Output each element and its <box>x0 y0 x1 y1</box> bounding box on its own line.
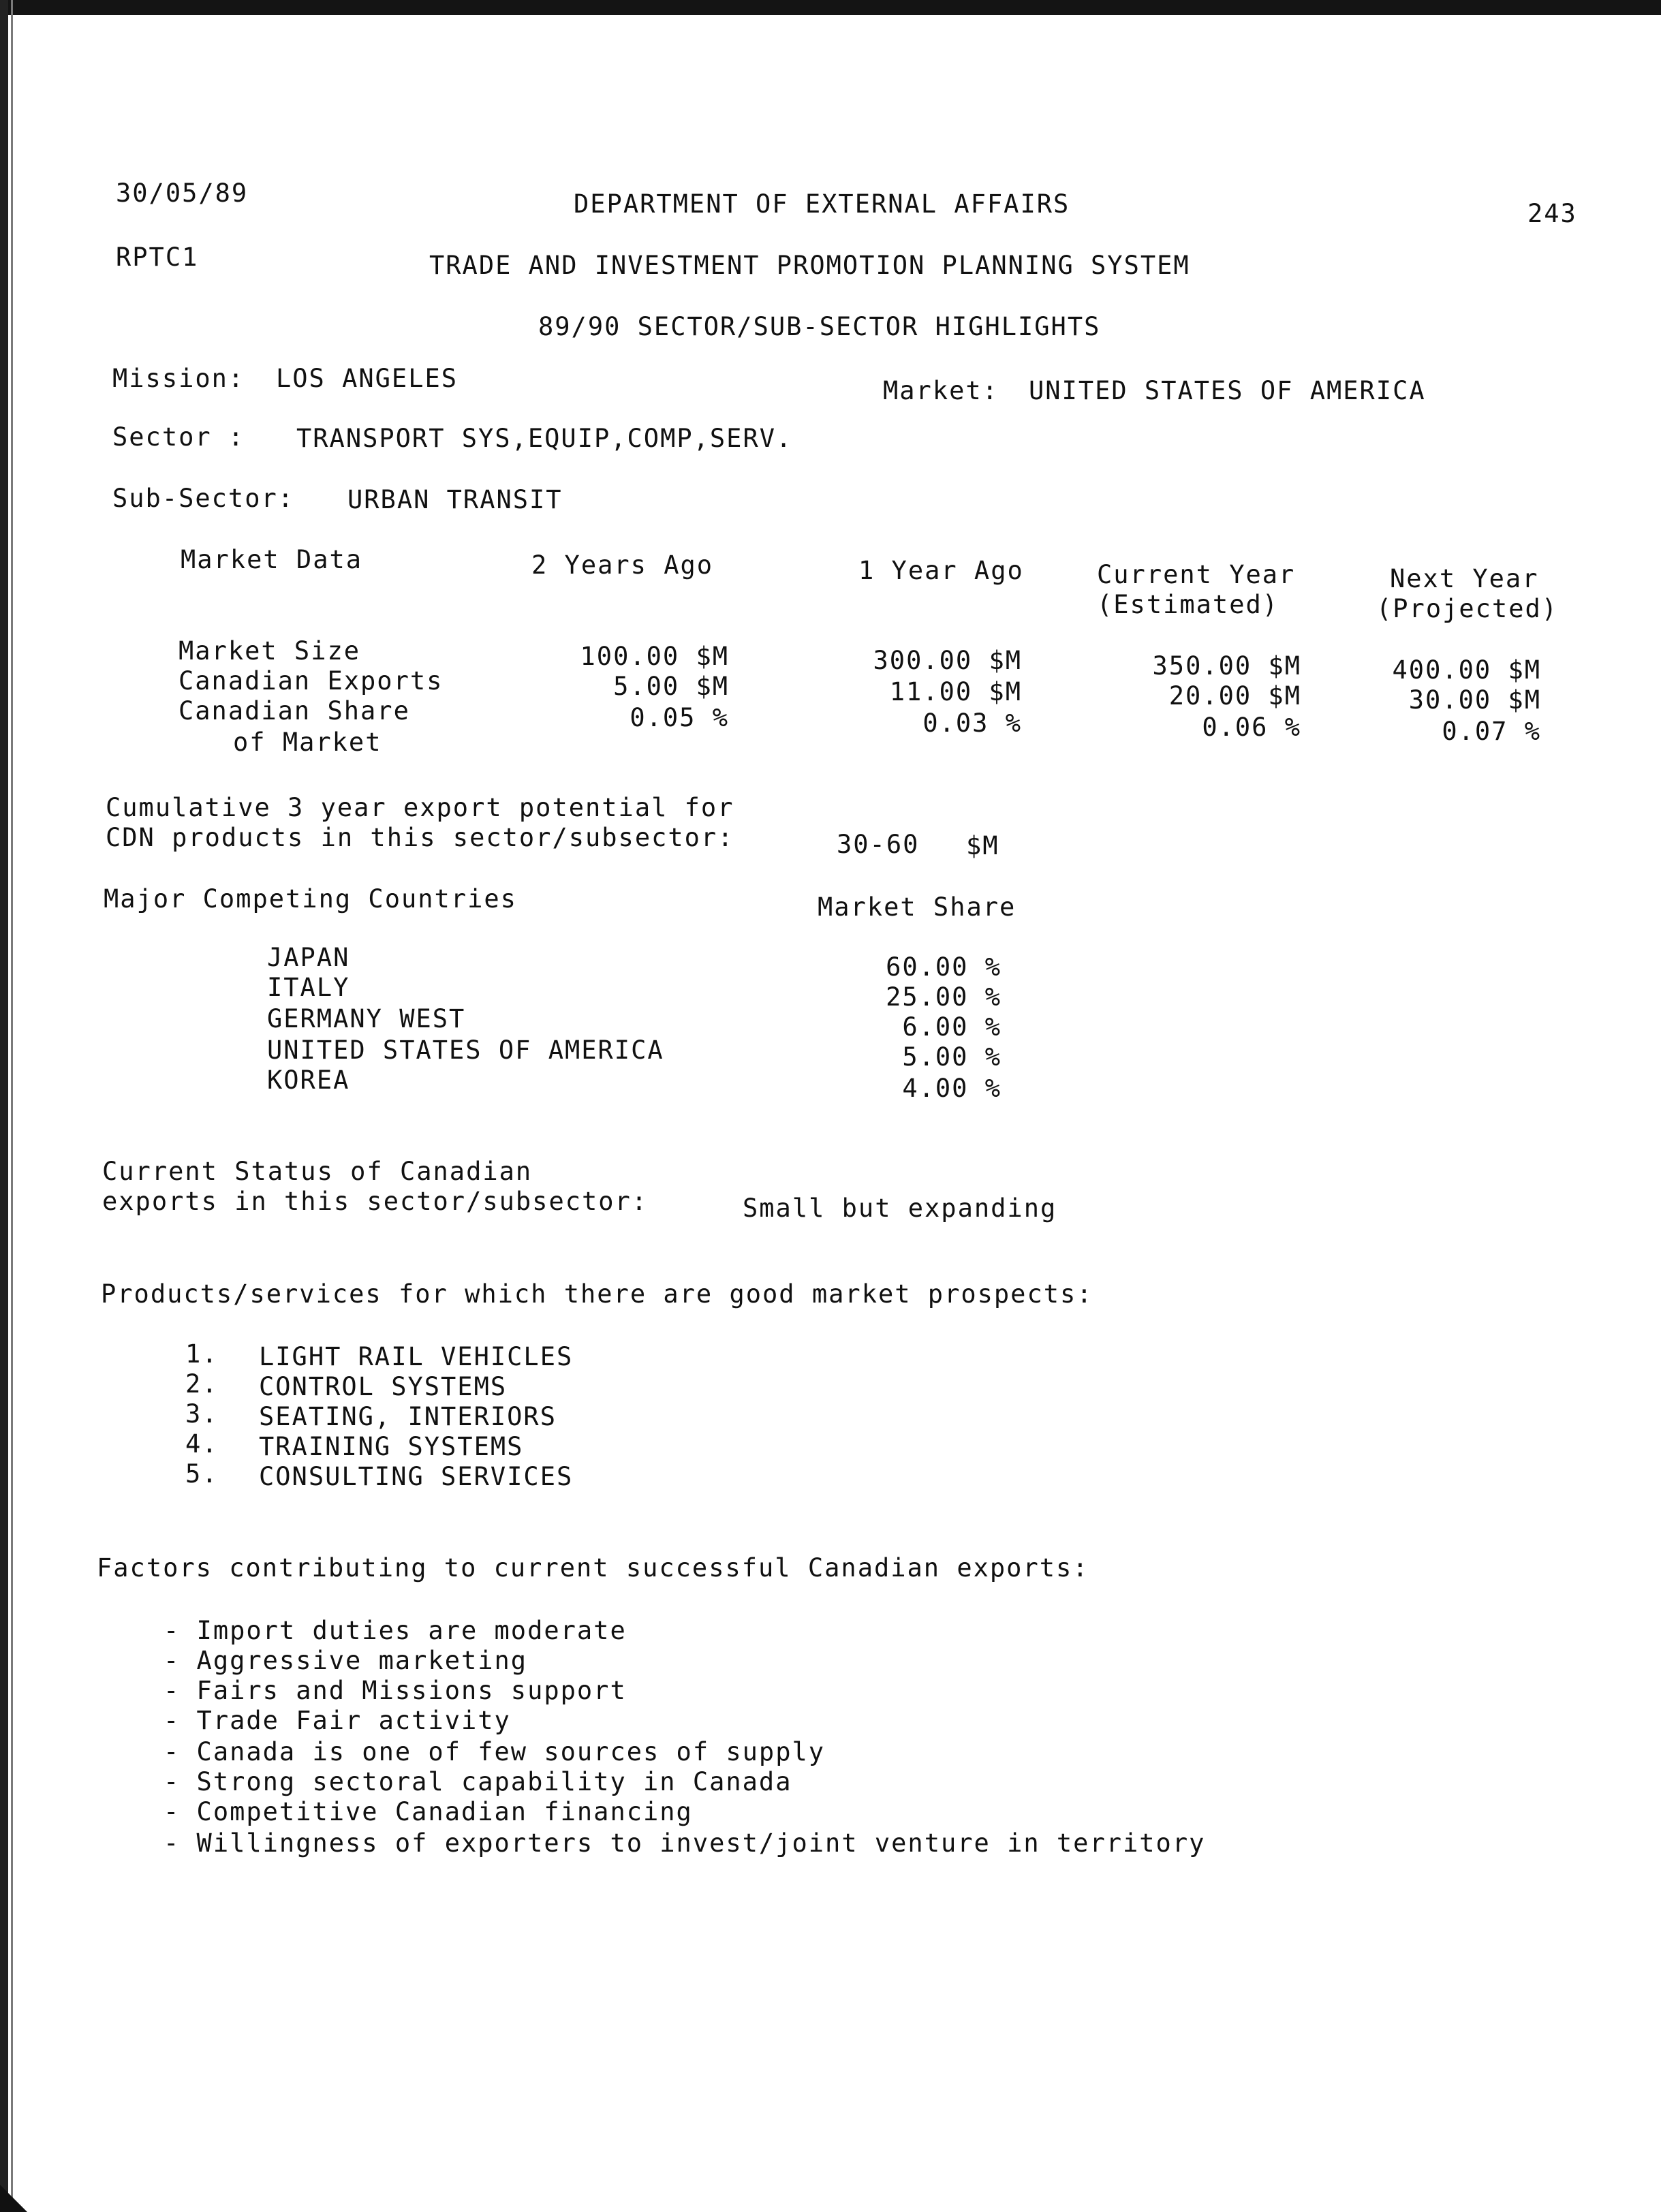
competitor-share: 4.00 % <box>902 1074 1002 1103</box>
product-number: 3. <box>185 1399 219 1429</box>
competitor-country: UNITED STATES OF AMERICA <box>267 1035 664 1065</box>
factor-item: - Competitive Canadian financing <box>164 1797 693 1826</box>
market-label: Market: <box>883 376 999 405</box>
product-item: CONTROL SYSTEMS <box>259 1372 508 1401</box>
factor-item: - Strong sectoral capability in Canada <box>164 1767 792 1796</box>
col-header-current-year: Current Year <box>1097 560 1296 589</box>
scan-left-border-line <box>11 0 13 2212</box>
col-header-next-year-projected: (Projected) <box>1376 594 1559 623</box>
cumulative-value: 30-60 <box>837 830 920 859</box>
cell-canadian-share-one-year-ago: 0.03 % <box>922 708 1022 738</box>
cell-canadian-exports-one-year-ago: 11.00 $M <box>889 677 1022 706</box>
cell-canadian-share-current-year: 0.06 % <box>1202 713 1301 742</box>
competitor-share: 25.00 % <box>886 982 1002 1012</box>
subsector-label: Sub-Sector: <box>112 484 295 513</box>
cumulative-line-1: Cumulative 3 year export potential for <box>106 793 734 822</box>
system-title: TRADE AND INVESTMENT PROMOTION PLANNING SYSTEM <box>429 251 1190 280</box>
col-header-one-year-ago: 1 Year Ago <box>858 556 1024 585</box>
market-share-header: Market Share <box>818 892 1016 922</box>
sector-value: TRANSPORT SYS,EQUIP,COMP,SERV. <box>296 424 793 453</box>
competitor-country: GERMANY WEST <box>267 1004 466 1033</box>
competitor-share: 60.00 % <box>886 952 1002 982</box>
scan-left-border <box>0 0 8 2212</box>
competitor-share: 5.00 % <box>902 1042 1002 1072</box>
subsector-value: URBAN TRANSIT <box>347 485 563 514</box>
cell-canadian-share-next-year: 0.07 % <box>1442 717 1541 746</box>
row-label-canadian-share: Canadian Share <box>178 696 410 726</box>
factor-item: - Fairs and Missions support <box>164 1676 627 1705</box>
report-subtitle: 89/90 SECTOR/SUB-SECTOR HIGHLIGHTS <box>538 312 1101 341</box>
competitor-country: ITALY <box>267 973 350 1002</box>
product-item: LIGHT RAIL VEHICLES <box>259 1342 574 1371</box>
sector-label: Sector : <box>112 422 245 452</box>
col-header-current-year-estimated: (Estimated) <box>1097 590 1279 619</box>
department-title: DEPARTMENT OF EXTERNAL AFFAIRS <box>574 189 1070 219</box>
cell-canadian-share-two-years-ago: 0.05 % <box>630 703 729 732</box>
cell-market-size-two-years-ago: 100.00 $M <box>580 642 729 671</box>
product-number: 2. <box>185 1369 219 1399</box>
report-code: RPTC1 <box>116 243 199 272</box>
row-label-of-market: of Market <box>233 728 382 757</box>
cell-canadian-exports-current-year: 20.00 $M <box>1168 681 1301 711</box>
status-line-2: exports in this sector/subsector: <box>102 1187 649 1216</box>
product-item: CONSULTING SERVICES <box>259 1462 574 1491</box>
cumulative-line-2: CDN products in this sector/subsector: <box>106 823 734 852</box>
cell-market-size-next-year: 400.00 $M <box>1392 655 1541 685</box>
cell-canadian-exports-next-year: 30.00 $M <box>1408 685 1541 715</box>
mission-label: Mission: <box>112 364 245 393</box>
scan-top-border <box>0 0 1661 15</box>
market-data-header: Market Data <box>181 545 363 574</box>
market-value: UNITED STATES OF AMERICA <box>1029 376 1426 405</box>
product-item: TRAINING SYSTEMS <box>259 1432 524 1461</box>
factor-item: - Trade Fair activity <box>164 1706 511 1735</box>
factor-item: - Aggressive marketing <box>164 1646 528 1675</box>
status-line-1: Current Status of Canadian <box>102 1157 533 1186</box>
cell-market-size-one-year-ago: 300.00 $M <box>873 646 1022 675</box>
factors-header: Factors contributing to current successful Canadian exports: <box>97 1553 1089 1583</box>
mission-value: LOS ANGELES <box>276 364 459 393</box>
row-label-market-size: Market Size <box>178 636 361 666</box>
competitor-share: 6.00 % <box>902 1012 1002 1042</box>
scan-corner-mark <box>0 2185 27 2212</box>
cell-canadian-exports-two-years-ago: 5.00 $M <box>613 672 729 701</box>
factor-item: - Willingness of exporters to invest/joint venture in territory <box>164 1828 1206 1858</box>
col-header-two-years-ago: 2 Years Ago <box>531 550 714 580</box>
row-label-canadian-exports: Canadian Exports <box>178 666 444 696</box>
product-number: 4. <box>185 1429 219 1459</box>
cell-market-size-current-year: 350.00 $M <box>1152 651 1301 681</box>
competitor-country: JAPAN <box>267 943 350 972</box>
product-number: 5. <box>185 1459 219 1489</box>
competitors-header: Major Competing Countries <box>104 884 517 914</box>
factor-item: - Import duties are moderate <box>164 1616 627 1645</box>
product-number: 1. <box>185 1339 219 1369</box>
col-header-next-year: Next Year <box>1390 564 1539 593</box>
status-value: Small but expanding <box>743 1194 1057 1223</box>
product-item: SEATING, INTERIORS <box>259 1402 557 1431</box>
report-date: 30/05/89 <box>116 178 249 208</box>
factor-item: - Canada is one of few sources of supply <box>164 1737 826 1766</box>
competitor-country: KOREA <box>267 1065 350 1095</box>
products-header: Products/services for which there are good market prospects: <box>101 1279 1093 1309</box>
cumulative-unit: $M <box>966 831 999 860</box>
page-number: 243 <box>1527 199 1577 228</box>
